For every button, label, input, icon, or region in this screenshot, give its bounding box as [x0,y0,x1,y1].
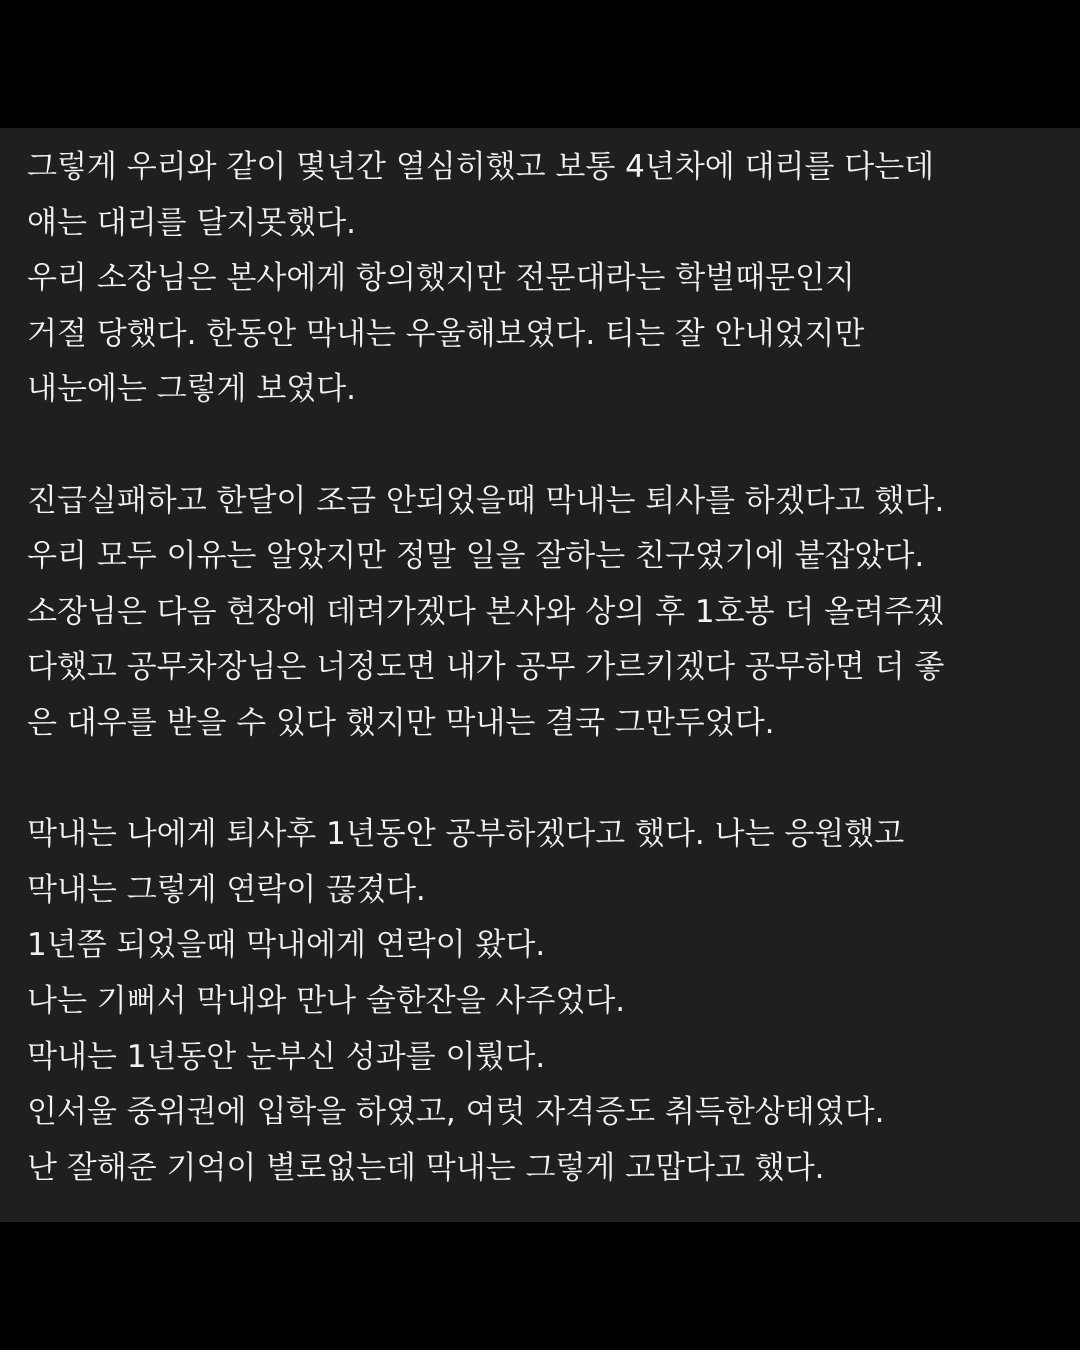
text-line: 막내는 나에게 퇴사후 1년동안 공부하겠다고 했다. 나는 응원했고 [27,816,905,853]
text-line: 진급실패하고 한달이 조금 안되었을때 막내는 퇴사를 하겠다고 했다. [27,482,945,519]
text-line: 1년쯤 되었을때 막내에게 연락이 왔다. [27,927,546,964]
text-line: 우리 소장님은 본사에게 항의했지만 전문대라는 학벌때문인지 [27,260,855,297]
note-text [27,140,1067,1196]
text-line: 나는 기뻐서 막내와 만나 술한잔을 사주었다. [27,982,626,1019]
text-line: 난 잘해준 기억이 별로없는데 막내는 그렇게 고맙다고 했다. [27,1149,825,1186]
text-line: 우리 모두 이유는 알았지만 정말 일을 잘하는 친구였기에 붙잡았다. [27,538,925,575]
text-line: 그렇게 우리와 같이 몇년간 열심히했고 보통 4년차에 대리를 다는데 [27,149,935,185]
paragraph [27,807,1067,1196]
text-line: 막내는 그렇게 연락이 끊겼다. [27,871,426,908]
text-line: 거절 당했다. 한동안 막내는 우울해보였다. 티는 잘 안내었지만 [27,315,865,352]
paragraph [27,474,1067,752]
text-line: 소장님은 다음 현장에 데려가겠다 본사와 상의 후 1호봉 더 올려주겠 [27,593,944,630]
text-line: 내눈에는 그렇게 보였다. [27,371,357,408]
paragraph-spacer [27,752,1067,808]
paragraph-spacer [27,418,1067,474]
text-line: 인서울 중위권에 입학을 하였고, 여럿 자격증도 취득한상태였다. [27,1094,885,1131]
text-line: 은 대우를 받을 수 있다 했지만 막내는 결국 그만두었다. [27,704,775,741]
text-line: 다했고 공무차장님은 너정도면 내가 공무 가르키겠다 공무하면 더 좋 [27,649,945,686]
text-line: 막내는 1년동안 눈부신 성과를 이뤘다. [27,1038,546,1075]
text-line: 얘는 대리를 달지못했다. [27,204,357,241]
paragraph [27,140,1067,418]
